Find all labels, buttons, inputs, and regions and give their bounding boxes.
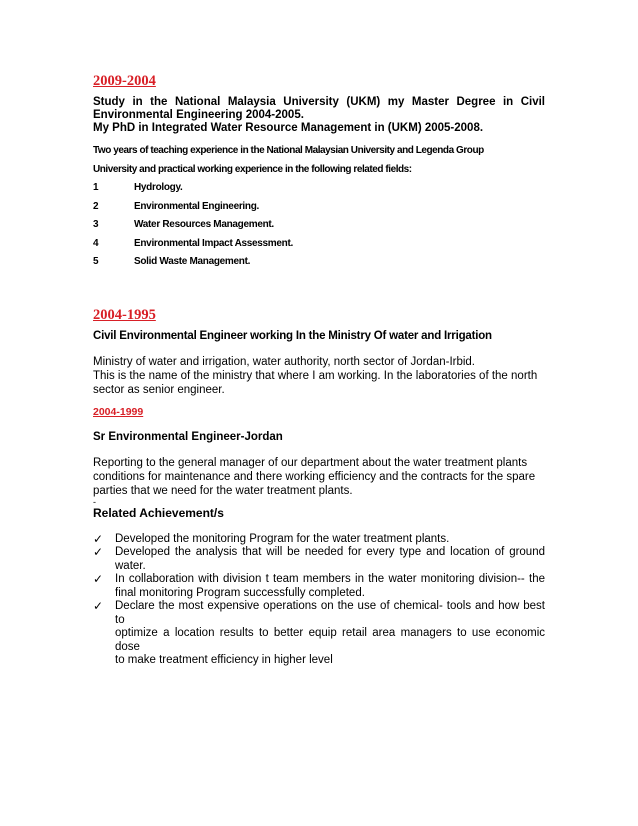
achievement-text: In collaboration with division t team members in the water monitoring division-- the final monitoring Program successfully completed. [115, 573, 545, 599]
dash-mark: - [93, 496, 96, 507]
report-paragraph [93, 456, 545, 498]
list-item [93, 179, 545, 198]
list-number: 2 [93, 200, 99, 212]
period-heading-2009-2004: 2009-2004 [93, 73, 156, 89]
list-number: 3 [93, 219, 99, 230]
sub-period [93, 405, 545, 419]
sub-title: Sr Environmental Engineer-Jordan [93, 430, 283, 443]
study-line: My PhD in Integrated Water Resource Management in (UKM) 2005-2008. [93, 122, 484, 134]
achievement-text: Declare the most expensive operations on the use of chemical- tools and how best to optimize a location results to better equip retail area managers to use economic dose to make treatment efficiency in higher level [115, 600, 545, 666]
teaching-paragraph [93, 141, 545, 179]
study-paragraph [93, 96, 545, 135]
achievement-text: Developed the monitoring Program for the water treatment plants. [115, 532, 450, 545]
list-item [93, 600, 545, 668]
list-text: Water Resources Management. [134, 219, 274, 230]
list-item [93, 253, 545, 272]
list-item [93, 198, 545, 217]
study-line: Environmental Engineering 2004-2005. [93, 109, 304, 121]
list-item [93, 533, 545, 547]
list-number: 4 [93, 237, 99, 249]
list-text: Environmental Engineering. [134, 200, 259, 212]
study-line: Study in the National Malaysia University (UKM) my Master Degree in Civil [93, 96, 545, 108]
list-number: 1 [93, 182, 99, 193]
teaching-line: Two years of teaching experience in the National Malaysian University and Legenda Group [93, 145, 484, 156]
list-text: Environmental Impact Assessment. [134, 237, 293, 249]
report-line: Reporting to the general manager of our department about the water treatment plants [93, 456, 528, 469]
achievements-heading: Related Achievement/s [93, 505, 224, 520]
checkmark-icon: ✓ [93, 531, 104, 546]
list-item [93, 216, 545, 235]
list-item [93, 573, 545, 600]
period-heading-2004-1995: 2004-1995 [93, 306, 156, 323]
checkmark-icon: ✓ [93, 545, 104, 559]
sub-period-text: 2004-1999 [93, 405, 144, 418]
list-item [93, 546, 545, 573]
checkmark-icon: ✓ [93, 599, 104, 613]
checkmark-icon: ✓ [93, 572, 104, 586]
list-text: Solid Waste Management. [134, 256, 251, 267]
achievements-list [93, 533, 545, 668]
job-title: Civil Environmental Engineer working In the Ministry Of water and Irrigation [93, 329, 492, 342]
list-item [93, 235, 545, 254]
achievement-text: Developed the analysis that will be needed for every type and location of ground water. [115, 546, 545, 572]
fields-list [93, 179, 545, 272]
ministry-line: This is the name of the ministry that where I am working. In the laboratories of the north [93, 369, 538, 382]
report-line: parties that we need for the water treatment plants. [93, 484, 353, 497]
teaching-line: University and practical working experience in the following related fields: [93, 164, 412, 175]
list-number: 5 [93, 256, 99, 267]
resume-page [93, 72, 545, 668]
ministry-line: Ministry of water and irrigation, water authority, north sector of Jordan-Irbid. [93, 355, 476, 368]
list-text: Hydrology. [134, 182, 183, 193]
ministry-paragraph [93, 355, 545, 397]
ministry-line: sector as senior engineer. [93, 383, 225, 396]
report-line: conditions for maintenance and there working efficiency and the contracts for the spare [93, 470, 536, 483]
